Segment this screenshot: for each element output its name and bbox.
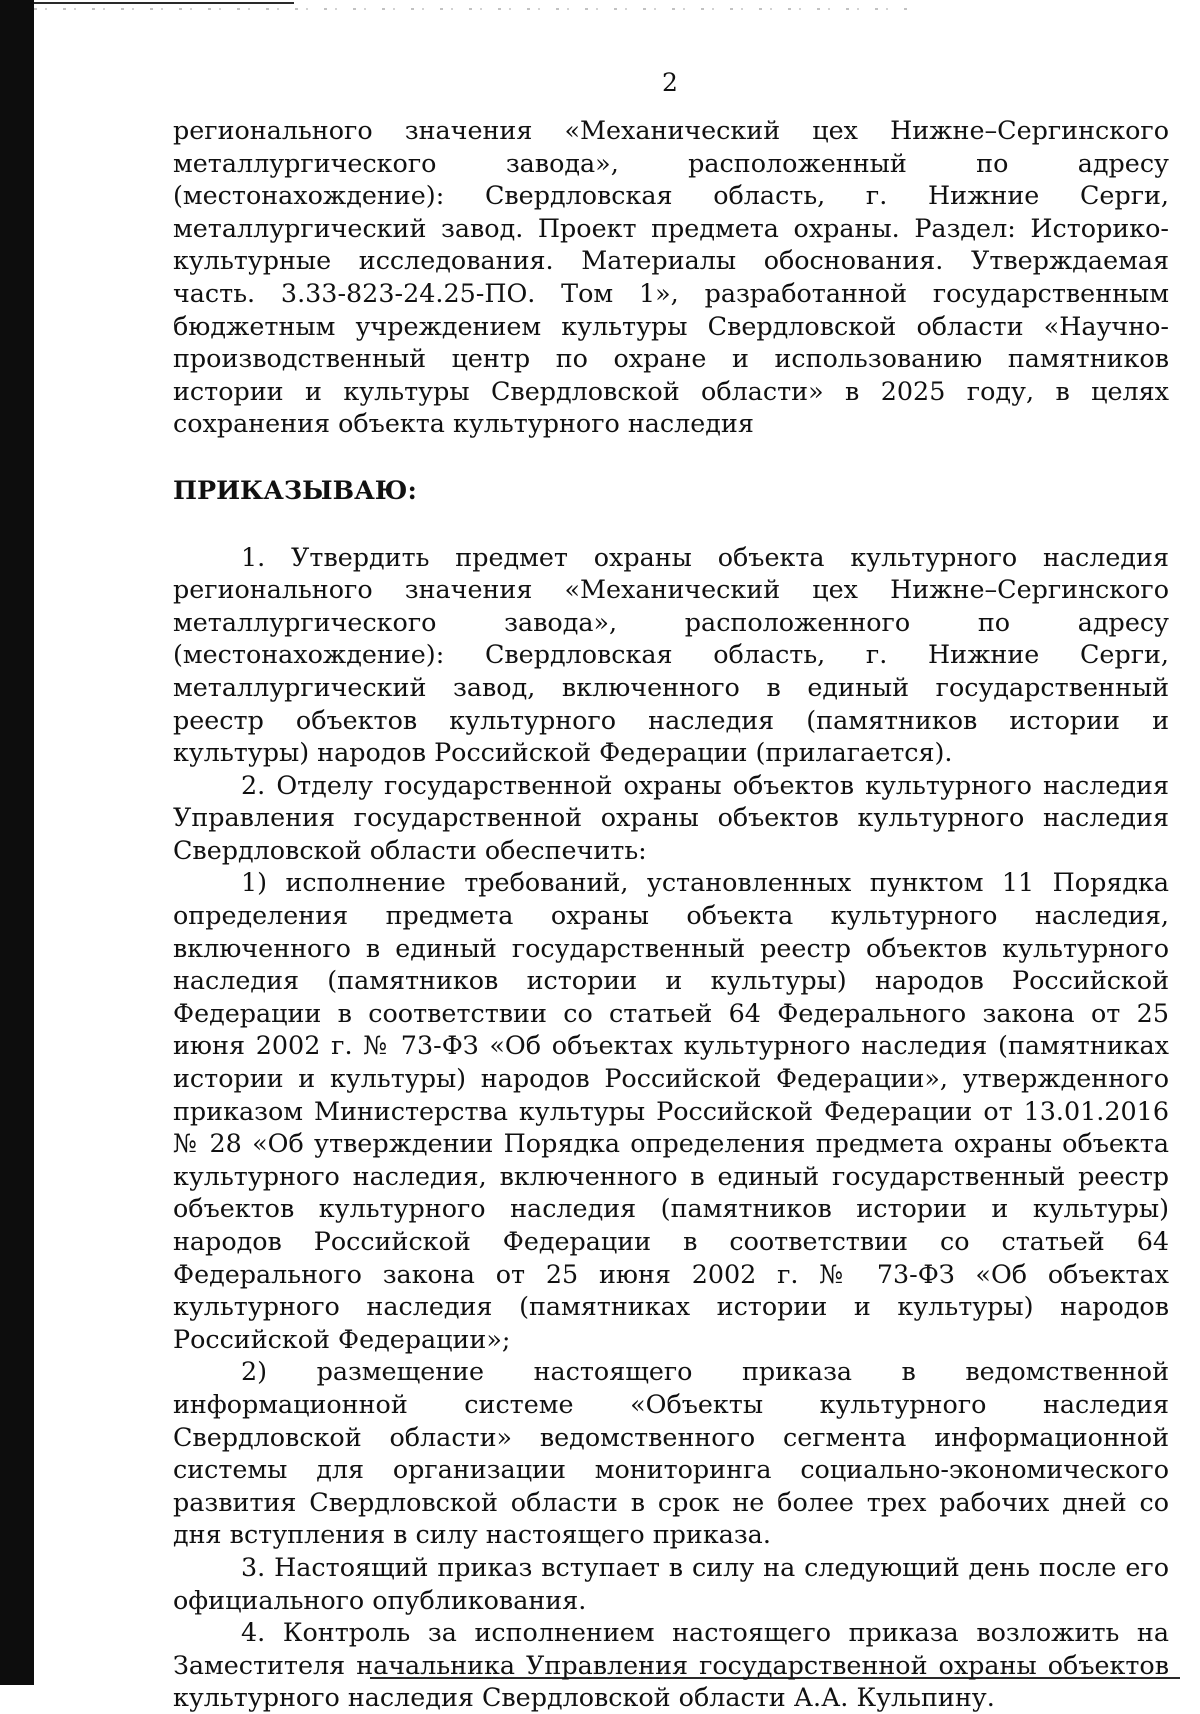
order-subitem-2-1: 1) исполнение требований, установленных пунктом 11 Порядка определения предмета охраны объекта культурного наследия, включенного в единый государственный реестр объектов культурного наследия (памятников истории и культуры) народов Российской Федерации в соответствии со статьей 64 Федерального закона от 25 июня 2002 г. № 73-ФЗ «Об объектах культурного наследия (памятниках истории и культуры) народов Российской Федерации», утвержденного приказом Министерства культуры Российской Федерации от 13.01.2016 № 28 «Об утверждении Порядка определения предмета охраны объекта культурного наследия, включенного в единый государственный реестр объектов культурного наследия (памятников истории и культуры) народов Российской Федерации в соответствии со статьей 64 Федерального закона от 25 июня 2002 г. № 73-ФЗ «Об объектах культурного наследия (памятниках истории и культуры) народов Российской Федерации»; (173, 867, 1169, 1354)
order-item-4: 4. Контроль за исполнением настоящего приказа возложить на Заместителя начальника Управления государственной охраны объектов культурного наследия Свердловской области А.А. Кульпину. (173, 1617, 1169, 1713)
order-item-3: 3. Настоящий приказ вступает в силу на следующий день после его официального опубликования. (173, 1551, 1169, 1615)
order-heading: ПРИКАЗЫВАЮ: (173, 474, 417, 505)
order-item-1: 1. Утвердить предмет охраны объекта культурного наследия регионального значения «Механический цех Нижне–Сергинского металлургического завода», расположенного по адресу (местонахождение): Свердловская область, г. Нижние Серги, металлургический завод, включенного в единый государственный реестр объектов культурного наследия (памятников истории и культуры) народов Российской Федерации (прилагается). (173, 541, 1169, 768)
document-body (173, 114, 1169, 1714)
order-subitem-2-2: 2) размещение настоящего приказа в ведомственной информационной системе «Объекты культурного наследия Свердловской области» ведомственного сегмента информационной системы для организации мониторинга социально-экономического развития Свердловской области в срок не более трех рабочих дней со дня вступления в силу настоящего приказа. (173, 1356, 1169, 1550)
page-number: 2 (662, 68, 678, 97)
scan-top-artifact (34, 2, 294, 4)
preamble-paragraph: регионального значения «Механический цех Нижне–Сергинского металлургического завода», расположенный по адресу (местонахождение): Свердловская область, г. Нижние Серги, металлургический завод. Проект предмета охраны. Раздел: Историко-культурные исследования. Материалы обоснования. Утверждаемая часть. 3.33-823-24.25-ПО. Том 1», разработанной государственным бюджетным учреждением культуры Свердловской области «Научно-производственный центр по охране и использованию памятников истории и культуры Свердловской области» в 2025 году, в целях сохранения объекта культурного наследия (173, 115, 1169, 439)
order-item-2: 2. Отделу государственной охраны объектов культурного наследия Управления государственной охраны объектов культурного наследия Свердловской области обеспечить: (173, 769, 1169, 865)
scan-top-noise (34, 8, 914, 10)
scan-left-border (0, 0, 34, 1685)
